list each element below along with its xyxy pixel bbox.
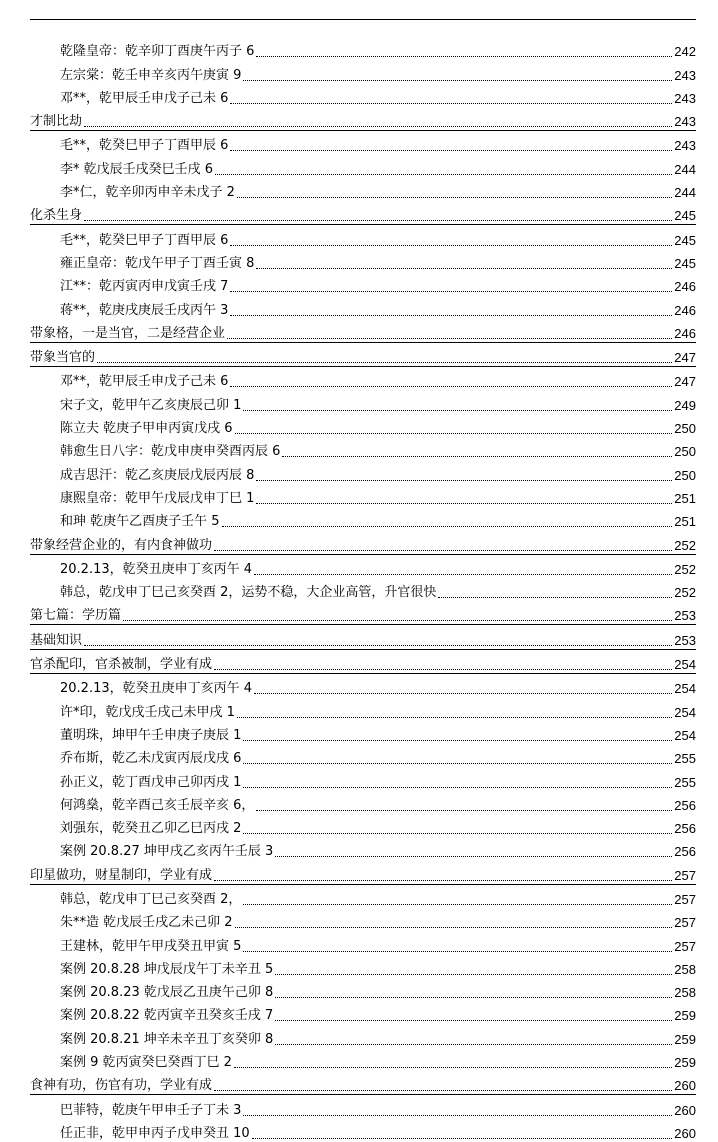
toc-subentry[interactable] xyxy=(30,1119,696,1142)
toc-entry-label: 蒋**，乾庚戌庚辰壬戌丙午 3 xyxy=(60,302,229,318)
toc-page-number: 256 xyxy=(674,797,696,813)
dot-leader xyxy=(275,1044,672,1045)
toc-entry-label: 左宗棠：乾壬申辛亥丙午庚寅 9 xyxy=(60,67,242,83)
dot-leader xyxy=(237,717,672,718)
toc-page-number: 247 xyxy=(674,374,696,390)
dot-leader xyxy=(84,645,672,646)
dot-leader xyxy=(214,550,672,551)
toc-page-number: 244 xyxy=(674,185,696,201)
toc-subentry[interactable] xyxy=(30,955,696,978)
toc-entry-label: 案例 9 乾丙寅癸巳癸酉丁巳 2 xyxy=(60,1055,232,1071)
toc-entry-label: 韩总，乾戊申丁巳己亥癸酉 2，运势不稳，大企业高管，升官很快 xyxy=(60,585,437,601)
toc-page-number: 256 xyxy=(674,844,696,860)
toc-entry-label: 和珅 乾庚午乙酉庚子壬午 5 xyxy=(60,514,220,530)
toc-page-number: 258 xyxy=(674,961,696,977)
toc-entry-label: 李* 乾戊辰壬戌癸巳壬戌 6 xyxy=(60,161,214,177)
toc-entry-label: 20.2.13，乾癸丑庚申丁亥丙午 4 xyxy=(60,561,253,577)
toc-subentry[interactable] xyxy=(30,1048,696,1071)
dot-leader xyxy=(256,56,672,57)
toc-section-entry[interactable] xyxy=(30,1071,696,1095)
toc-subentry[interactable] xyxy=(30,1024,696,1047)
toc-page-number: 259 xyxy=(674,1055,696,1071)
toc-page-number: 254 xyxy=(674,727,696,743)
dot-leader xyxy=(214,669,672,670)
dot-leader xyxy=(254,693,672,694)
toc-page-number: 253 xyxy=(674,632,696,648)
toc-page-number: 250 xyxy=(674,421,696,437)
toc-section-entry[interactable] xyxy=(30,107,696,131)
toc-section-entry[interactable] xyxy=(30,650,696,674)
toc-page-number: 247 xyxy=(674,350,696,366)
toc-page-number: 244 xyxy=(674,161,696,177)
header-rule xyxy=(30,19,696,20)
toc-entry-label: 乾隆皇帝：乾辛卯丁酉庚午丙子 6 xyxy=(60,44,255,60)
toc-page-number: 260 xyxy=(674,1125,696,1141)
dot-leader xyxy=(275,856,672,857)
dot-leader xyxy=(243,410,672,411)
toc-page-number: 245 xyxy=(674,255,696,271)
toc-subentry[interactable] xyxy=(30,84,696,107)
toc-entry-label: 案例 20.8.28 坤戊辰戊午丁未辛丑 5 xyxy=(60,961,274,977)
dot-leader xyxy=(84,126,672,127)
toc-page-number: 256 xyxy=(674,821,696,837)
toc-entry-label: 朱**造 乾戊辰壬戌乙未己卯 2 xyxy=(60,915,233,931)
toc-page-number: 252 xyxy=(674,561,696,577)
toc-page-number: 243 xyxy=(674,138,696,154)
dot-leader xyxy=(243,904,672,905)
dot-leader xyxy=(243,763,672,764)
toc-page-number: 253 xyxy=(674,608,696,624)
toc-page-number: 246 xyxy=(674,302,696,318)
dot-leader xyxy=(256,268,672,269)
toc-subentry[interactable] xyxy=(30,390,696,413)
toc-page-number: 249 xyxy=(674,397,696,413)
toc-page-number: 245 xyxy=(674,232,696,248)
toc-entry-label: 宋子文，乾甲午乙亥庚辰己卯 1 xyxy=(60,397,242,413)
toc-entry-label: 化杀生身 xyxy=(30,208,83,224)
toc-subentry[interactable] xyxy=(30,767,696,790)
toc-entry-label: 案例 20.8.23 乾戊辰乙丑庚午己卯 8 xyxy=(60,985,274,1001)
dot-leader xyxy=(215,174,672,175)
toc-page-number: 257 xyxy=(674,915,696,931)
toc-entry-label: 带象经营企业的，有内食神做功 xyxy=(30,537,213,553)
toc-page-number: 258 xyxy=(674,985,696,1001)
toc-page-number: 257 xyxy=(674,891,696,907)
toc-subentry[interactable] xyxy=(30,1001,696,1024)
dot-leader xyxy=(230,386,672,387)
dot-leader xyxy=(243,787,672,788)
toc-page-number: 243 xyxy=(674,67,696,83)
toc-entry-label: 食神有功，伤官有功，学业有成 xyxy=(30,1078,213,1094)
toc-page-number: 260 xyxy=(674,1102,696,1118)
dot-leader xyxy=(243,833,672,834)
toc-section-entry[interactable] xyxy=(30,625,696,649)
toc-entry-label: 带象当官的 xyxy=(30,350,96,366)
dot-leader xyxy=(230,150,672,151)
toc-subentry[interactable] xyxy=(30,814,696,837)
dot-leader xyxy=(214,880,672,881)
toc-page-number: 251 xyxy=(674,490,696,506)
toc-entry-label: 案例 20.8.27 坤甲戌乙亥丙午壬辰 3 xyxy=(60,844,274,860)
toc-subentry[interactable] xyxy=(30,978,696,1001)
toc-page-number: 243 xyxy=(674,114,696,130)
dot-leader xyxy=(214,1090,672,1091)
toc-entry-label: 王建林，乾甲午甲戌癸丑甲寅 5 xyxy=(60,938,242,954)
dot-leader xyxy=(438,597,672,598)
toc-subentry[interactable] xyxy=(30,437,696,460)
toc-page-number: 257 xyxy=(674,938,696,954)
dot-leader xyxy=(222,526,673,527)
toc-page-number: 254 xyxy=(674,704,696,720)
toc-entry-label: 陈立夫 乾庚子甲申丙寅戊戌 6 xyxy=(60,421,233,437)
dot-leader xyxy=(230,103,672,104)
toc-section-entry[interactable] xyxy=(30,530,696,554)
dot-leader xyxy=(230,245,672,246)
toc-page-number: 243 xyxy=(674,90,696,106)
toc-subentry[interactable] xyxy=(30,154,696,177)
toc-page-number: 254 xyxy=(674,681,696,697)
toc-entry-label: 任正非，乾甲申丙子戊申癸丑 10 xyxy=(60,1125,250,1141)
toc-page-number: 242 xyxy=(674,44,696,60)
toc-subentry[interactable] xyxy=(30,60,696,83)
toc-entry-label: 雍正皇帝：乾戊午甲子丁酉壬寅 8 xyxy=(60,255,255,271)
toc-subentry[interactable] xyxy=(30,414,696,437)
dot-leader xyxy=(235,433,673,434)
toc-section-entry[interactable] xyxy=(30,343,696,367)
toc-subentry[interactable] xyxy=(30,249,696,272)
toc-entry-label: 案例 20.8.21 坤辛未辛丑丁亥癸卯 8 xyxy=(60,1031,274,1047)
toc-page-number: 251 xyxy=(674,514,696,530)
toc-entry-label: 邓**，乾甲辰壬申戊子己未 6 xyxy=(60,374,229,390)
toc-subentry[interactable] xyxy=(30,674,696,697)
toc-subentry[interactable] xyxy=(30,908,696,931)
toc-page-number: 257 xyxy=(674,867,696,883)
toc-subentry[interactable] xyxy=(30,578,696,601)
toc-subentry[interactable] xyxy=(30,295,696,318)
dot-leader xyxy=(256,810,672,811)
dot-leader xyxy=(243,951,672,952)
toc-subentry[interactable] xyxy=(30,697,696,720)
toc-entry-label: 韩总，乾戊申丁巳己亥癸酉 2， xyxy=(60,891,242,907)
toc-entry-label: 成吉思汗：乾乙亥庚辰戊辰丙辰 8 xyxy=(60,467,255,483)
dot-leader xyxy=(275,997,672,998)
toc-subentry[interactable] xyxy=(30,484,696,507)
toc-entry-label: 韩愈生日八字：乾戊申庚申癸酉丙辰 6 xyxy=(60,444,281,460)
toc-page-number: 252 xyxy=(674,585,696,601)
toc-entry-label: 第七篇：学历篇 xyxy=(30,608,122,624)
toc-subentry[interactable] xyxy=(30,367,696,390)
toc-subentry[interactable] xyxy=(30,885,696,908)
toc-entry-label: 乔布斯，乾乙未戊寅丙辰戊戌 6 xyxy=(60,751,242,767)
toc-entry-label: 邓**，乾甲辰壬申戊子己未 6 xyxy=(60,90,229,106)
toc-subentry[interactable] xyxy=(30,225,696,248)
toc-entry-label: 20.2.13，乾癸丑庚申丁亥丙午 4 xyxy=(60,681,253,697)
toc-subentry[interactable] xyxy=(30,931,696,954)
toc-page-number: 255 xyxy=(674,774,696,790)
toc-entry-label: 毛**，乾癸巳甲子丁酉甲辰 6 xyxy=(60,138,229,154)
toc-section-entry[interactable] xyxy=(30,201,696,225)
toc-subentry[interactable] xyxy=(30,507,696,530)
toc-subentry[interactable] xyxy=(30,37,696,60)
toc-subentry[interactable] xyxy=(30,791,696,814)
toc-entry-label: 官杀配印，官杀被制，学业有成 xyxy=(30,657,213,673)
dot-leader xyxy=(227,338,672,339)
toc-entry-label: 许*印，乾戊戌壬戌己未甲戌 1 xyxy=(60,704,235,720)
toc-subentry[interactable] xyxy=(30,272,696,295)
toc-entry-label: 江**：乾丙寅丙申戊寅壬戌 7 xyxy=(60,279,229,295)
toc-page-number: 245 xyxy=(674,208,696,224)
toc-page-number: 254 xyxy=(674,657,696,673)
toc-entry-label: 印星做功，财星制印，学业有成 xyxy=(30,867,213,883)
toc-entry-label: 李*仁，乾辛卯丙申辛未戊子 2 xyxy=(60,185,235,201)
toc-entry-label: 基础知识 xyxy=(30,632,83,648)
toc-subentry[interactable] xyxy=(30,744,696,767)
toc-entry-label: 刘强东，乾癸丑乙卯乙巳丙戌 2 xyxy=(60,821,242,837)
dot-leader xyxy=(275,1020,672,1021)
dot-leader xyxy=(282,456,672,457)
toc-page-number: 250 xyxy=(674,444,696,460)
toc-subentry[interactable] xyxy=(30,555,696,578)
toc-subentry[interactable] xyxy=(30,131,696,154)
toc-subentry[interactable] xyxy=(30,721,696,744)
dot-leader xyxy=(230,315,672,316)
toc-page-number: 259 xyxy=(674,1008,696,1024)
toc-section-entry[interactable] xyxy=(30,319,696,343)
dot-leader xyxy=(230,291,672,292)
dot-leader xyxy=(234,1067,672,1068)
toc-entry-label: 康熙皇帝：乾甲午戊辰戊申丁巳 1 xyxy=(60,490,255,506)
dot-leader xyxy=(275,974,672,975)
toc-page-number: 252 xyxy=(674,537,696,553)
dot-leader xyxy=(254,574,672,575)
toc-entry-label: 何鸿燊，乾辛酉己亥壬辰辛亥 6， xyxy=(60,797,255,813)
toc-subentry[interactable] xyxy=(30,460,696,483)
toc-page-number: 250 xyxy=(674,467,696,483)
dot-leader xyxy=(243,740,672,741)
dot-leader xyxy=(252,1138,673,1139)
toc-entry-label: 董明珠，坤甲午壬申庚子庚辰 1 xyxy=(60,727,242,743)
dot-leader xyxy=(243,1115,672,1116)
table-of-contents xyxy=(30,37,696,1142)
toc-section-entry[interactable] xyxy=(30,860,696,884)
toc-subentry[interactable] xyxy=(30,1095,696,1118)
dot-leader xyxy=(84,220,672,221)
toc-subentry[interactable] xyxy=(30,837,696,860)
toc-subentry[interactable] xyxy=(30,178,696,201)
toc-page-number: 246 xyxy=(674,325,696,341)
dot-leader xyxy=(123,620,672,621)
toc-entry-label: 带象格，一是当官，二是经营企业 xyxy=(30,325,226,341)
dot-leader xyxy=(243,80,672,81)
toc-page-number: 246 xyxy=(674,279,696,295)
dot-leader xyxy=(237,197,672,198)
toc-entry-label: 案例 20.8.22 乾丙寅辛丑癸亥壬戌 7 xyxy=(60,1008,274,1024)
toc-page-number: 255 xyxy=(674,751,696,767)
dot-leader xyxy=(235,927,673,928)
dot-leader xyxy=(97,362,672,363)
dot-leader xyxy=(256,480,672,481)
toc-page-number: 260 xyxy=(674,1078,696,1094)
toc-page-number: 259 xyxy=(674,1031,696,1047)
toc-section-entry[interactable] xyxy=(30,601,696,625)
toc-entry-label: 孙正义，乾丁酉戊申己卯丙戌 1 xyxy=(60,774,242,790)
toc-entry-label: 才制比劫 xyxy=(30,114,83,130)
dot-leader xyxy=(256,503,672,504)
toc-entry-label: 毛**，乾癸巳甲子丁酉甲辰 6 xyxy=(60,232,229,248)
toc-entry-label: 巴菲特，乾庚午甲申壬子丁未 3 xyxy=(60,1102,242,1118)
